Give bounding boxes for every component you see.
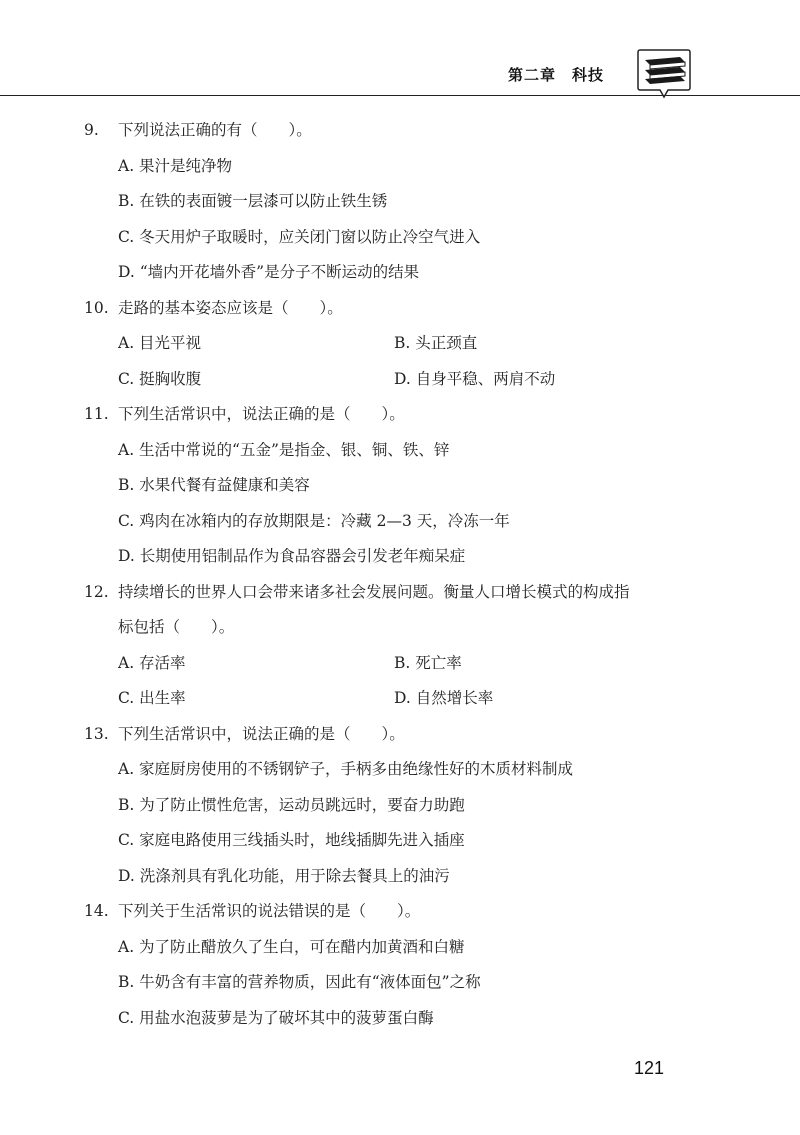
option-a: A. 存活率 <box>118 653 186 672</box>
question-text: 下列生活常识中，说法正确的是（ ）。 <box>118 724 405 743</box>
option-row <box>0 367 800 403</box>
option-row <box>0 260 800 296</box>
question-text-continued: 标包括（ ）。 <box>118 618 235 636</box>
option-c: C. 鸡肉在冰箱内的存放期限是：冷藏 2—3 天，冷冻一年 <box>118 511 510 530</box>
option-d: D. 自身平稳、两肩不动 <box>394 369 556 388</box>
option-d: D. 洗涤剂具有乳化功能，用于除去餐具上的油污 <box>118 866 450 885</box>
option-row <box>0 935 800 971</box>
question-text: 下列生活常识中，说法正确的是（ ）。 <box>118 405 405 423</box>
option-a: A. 生活中常说的“五金”是指金、银、铜、铁、锌 <box>118 440 450 459</box>
question-number: 14. <box>84 902 109 920</box>
option-b: B. 死亡率 <box>394 653 462 672</box>
page-header <box>0 0 800 100</box>
option-d: D. “墙内开花墙外香”是分子不断运动的结果 <box>118 263 420 281</box>
option-d: D. 自然增长率 <box>394 689 494 707</box>
question-number: 9. <box>84 121 99 139</box>
option-a: A. 目光平视 <box>118 334 202 352</box>
option-b: B. 水果代餐有益健康和美容 <box>118 476 310 494</box>
option-d: D. 长期使用铝制品作为食品容器会引发老年痴呆症 <box>118 547 466 565</box>
question-number: 12. <box>84 582 109 601</box>
option-row <box>0 509 800 545</box>
option-row <box>0 225 800 261</box>
option-c: C. 用盐水泡菠萝是为了破坏其中的菠萝蛋白酶 <box>118 1008 434 1027</box>
option-row <box>0 686 800 722</box>
option-row <box>0 438 800 474</box>
option-row <box>0 544 800 580</box>
page-number: 121 <box>634 1058 665 1078</box>
question-11 <box>0 402 800 438</box>
option-row <box>0 473 800 509</box>
option-row <box>0 793 800 829</box>
option-c: C. 出生率 <box>118 689 186 707</box>
question-9 <box>0 118 800 154</box>
question-number: 11. <box>84 405 109 423</box>
option-row <box>0 757 800 793</box>
option-b: B. 头正颈直 <box>394 334 478 352</box>
option-a: A. 果汁是纯净物 <box>118 156 233 175</box>
question-text: 走路的基本姿态应该是（ ）。 <box>118 298 343 317</box>
option-b: B. 在铁的表面镀一层漆可以防止铁生锈 <box>118 192 388 210</box>
question-list <box>0 118 800 1041</box>
option-row <box>0 1006 800 1042</box>
question-number: 10. <box>84 298 109 317</box>
option-row <box>0 970 800 1006</box>
question-number: 13. <box>84 724 109 743</box>
option-c: C. 冬天用炉子取暖时，应关闭门窗以防止冷空气进入 <box>118 227 481 246</box>
question-text: 下列说法正确的有（ ）。 <box>118 121 312 139</box>
option-a: A. 为了防止醋放久了生白，可在醋内加黄酒和白糖 <box>118 937 465 956</box>
option-b: B. 为了防止惯性危害，运动员跳远时，要奋力助跑 <box>118 795 465 814</box>
option-c: C. 挺胸收腹 <box>118 369 202 388</box>
option-c: C. 家庭电路使用三线插头时，地线插脚先进入插座 <box>118 831 465 849</box>
option-row <box>0 189 800 225</box>
option-row <box>0 651 800 687</box>
chapter-title: 第二章 科技 <box>508 66 605 84</box>
option-row <box>0 331 800 367</box>
question-text: 下列关于生活常识的说法错误的是（ ）。 <box>118 902 421 920</box>
option-b: B. 牛奶含有丰富的营养物质，因此有“液体面包”之称 <box>118 973 481 991</box>
question-13 <box>0 722 800 758</box>
option-row <box>0 154 800 190</box>
book-stack-icon <box>636 46 692 102</box>
question-12 <box>0 580 800 616</box>
question-12-continued <box>0 615 800 651</box>
question-14 <box>0 899 800 935</box>
question-text: 持续增长的世界人口会带来诸多社会发展问题。衡量人口增长模式的构成指 <box>118 582 630 601</box>
option-row <box>0 828 800 864</box>
option-a: A. 家庭厨房使用的不锈钢铲子，手柄多由绝缘性好的木质材料制成 <box>118 760 574 778</box>
option-row <box>0 864 800 900</box>
question-10 <box>0 296 800 332</box>
